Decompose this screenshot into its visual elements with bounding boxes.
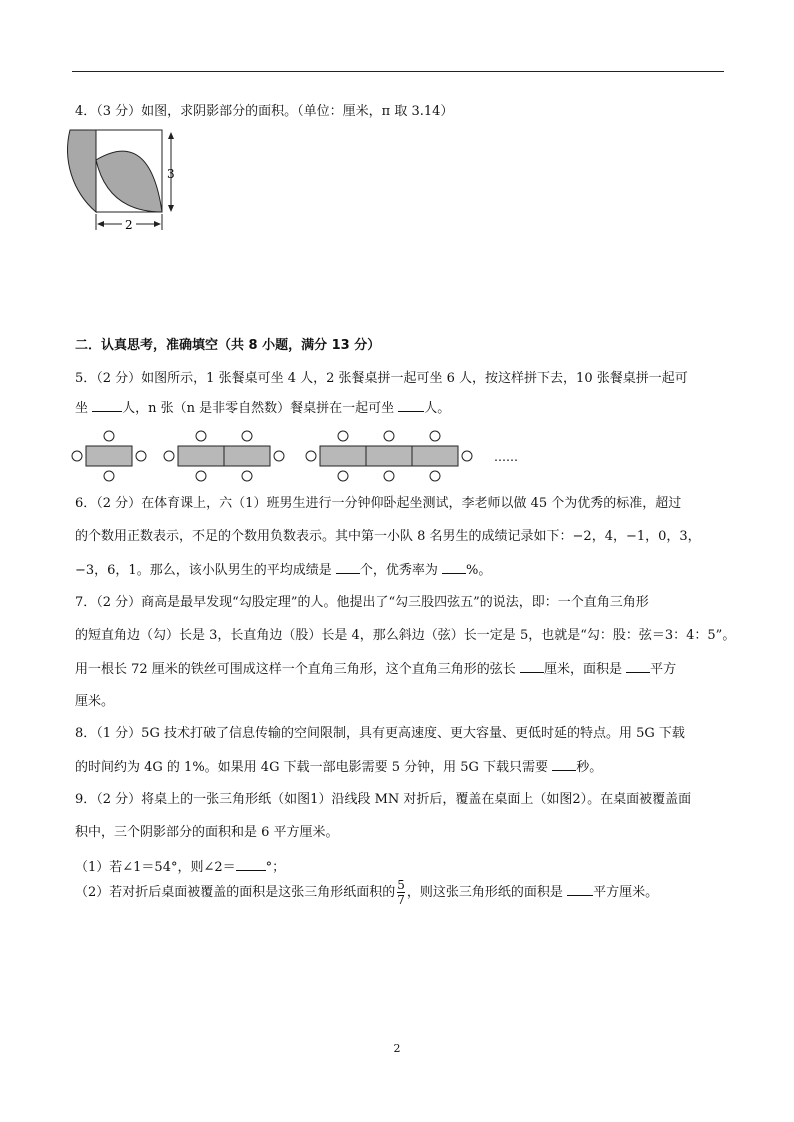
width-label: 2 — [125, 218, 133, 232]
q5-line1: 5．（2 分）如图所示，1 张餐桌可坐 4 人，2 张餐桌拼一起可坐 6 人，按这样拼下去，10 张餐桌拼一起可 — [75, 371, 688, 386]
height-label: 3 — [167, 167, 175, 181]
page-number: 2 — [393, 1042, 401, 1055]
q7-line2: 的短直角边（勾）长是 3，长直角边（股）长是 4，那么斜边（弦）长一定是 5，也就是“勾：股：弦＝3：4：5”。 — [75, 628, 736, 643]
q8-line2: 的时间约为 4G 的 1%。如果用 4G 下载一部电影需要 5 分钟，用 5G 下载只需要 秒。 — [75, 760, 603, 775]
fraction-5-7: $\frac{5}{7}$ — [397, 878, 405, 907]
table-2b — [224, 446, 270, 466]
q6-line3: −3，6，1。那么，该小队男生的平均成绩是 个，优秀率为 %。 — [75, 563, 492, 578]
answer-blank[interactable] — [567, 883, 593, 896]
q6-line1: 6．（2 分）在体育课上，六（1）班男生进行一分钟仰卧起坐测试，李老师以做 45 个为优秀的标准，超过 — [75, 496, 682, 511]
q7-line1: 7．（2 分）商高是最早发现“勾股定理”的人。他提出了“勾三股四弦五”的说法，即：一个直角三角形 — [75, 595, 649, 610]
q7-line3: 用一根长 72 厘米的铁丝可围成这样一个直角三角形，这个直角三角形的弦长 厘米，面积是 平方 — [75, 662, 677, 677]
q6-line2: 的个数用正数表示，不足的个数用负数表示。其中第一小队 8 名男生的成绩记录如下：−2，4，−1，0，3， — [75, 529, 701, 544]
shaded-region-left — [68, 130, 96, 212]
q9-sub1: （1）若∠1＝54°，则∠2＝ °； — [75, 860, 286, 875]
q5-tables-figure — [70, 430, 530, 482]
answer-blank[interactable] — [236, 858, 266, 871]
q9-line2: 积中，三个阴影部分的面积和是 6 平方厘米。 — [75, 825, 339, 840]
table-3c — [412, 446, 458, 466]
table-3a — [320, 446, 366, 466]
answer-blank[interactable] — [336, 561, 360, 574]
section-title: 二．认真思考，准确填空（共 8 小题，满分 13 分） — [75, 338, 381, 353]
answer-blank[interactable] — [398, 399, 424, 412]
answer-blank[interactable] — [92, 399, 122, 412]
q9-sub2: （2）若对折后桌面被覆盖的面积是这张三角形纸面积的 $\frac{5}{7}$ ，则这张三角形纸的面积是 平方厘米。 — [75, 878, 659, 907]
q5-line2: 坐 人，n 张（n 是非零自然数）餐桌拼在一起可坐 人。 — [75, 401, 451, 416]
answer-blank[interactable] — [626, 660, 650, 673]
answer-blank[interactable] — [520, 660, 544, 673]
answer-blank[interactable] — [442, 561, 466, 574]
ellipsis: …… — [494, 450, 518, 464]
shaded-lens — [96, 151, 162, 212]
q4-text: 4．（3 分）如图，求阴影部分的面积。（单位：厘米，π 取 3.14） — [75, 104, 454, 119]
header-rule — [72, 71, 724, 72]
q4-figure — [70, 130, 190, 240]
answer-blank[interactable] — [552, 758, 576, 771]
q7-line4: 厘米。 — [75, 694, 115, 709]
q9-line1: 9．（2 分）将桌上的一张三角形纸（如图1）沿线段 MN 对折后，覆盖在桌面上（如图2）。在桌面被覆盖面 — [75, 792, 692, 807]
q8-line1: 8．（1 分）5G 技术打破了信息传输的空间限制，具有更高速度、更大容量、更低时延的特点。用 5G 下载 — [75, 726, 685, 741]
table-2a — [178, 446, 224, 466]
table-1 — [86, 446, 132, 466]
table-3b — [366, 446, 412, 466]
